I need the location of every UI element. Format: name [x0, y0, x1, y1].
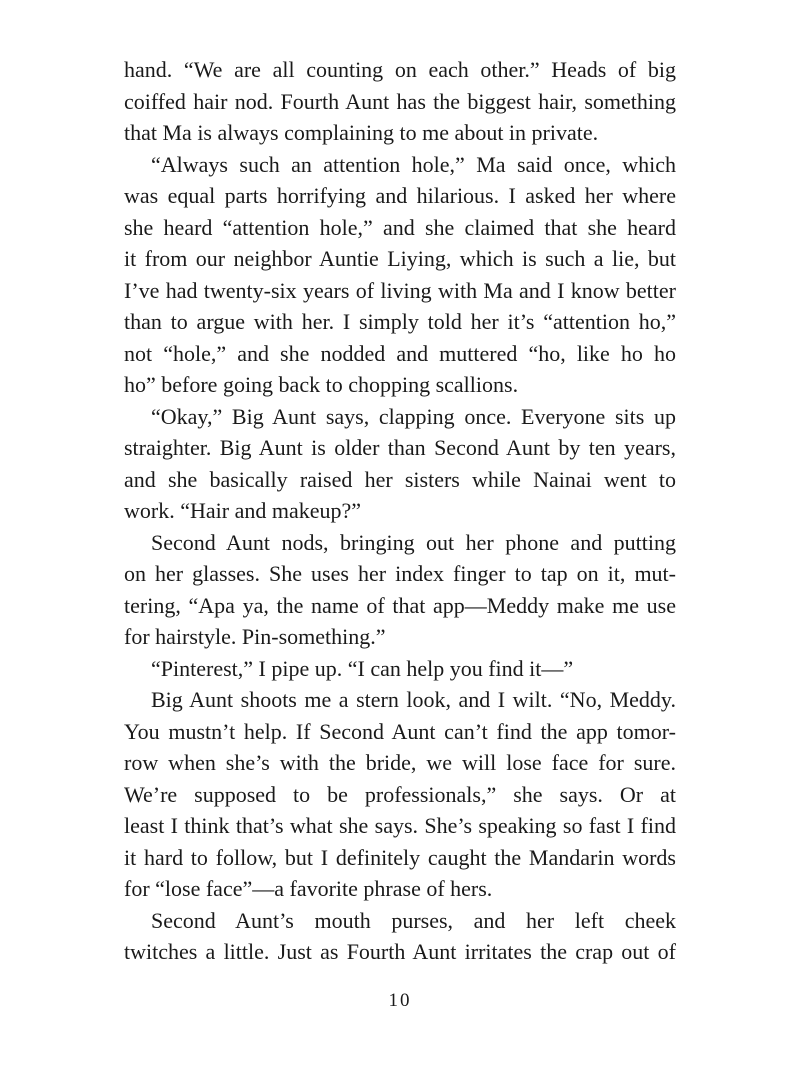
text-line: straighter. Big Aunt is older than Second Aunt by ten years, [124, 435, 676, 460]
text-line: We’re supposed to be professionals,” she says. Or at [124, 781, 676, 807]
text-line: tering, “Apa ya, the name of that app—Meddy make me use [124, 592, 676, 618]
text-line: “Okay,” Big Aunt says, clapping once. Everyone sits up [151, 403, 676, 429]
text-line: Second Aunt’s mouth purses, and her left cheek [151, 907, 676, 933]
text-line: “Pinterest,” I pipe up. “I can help you find it—” [151, 655, 574, 681]
text-line: for hairstyle. Pin-something.” [124, 624, 386, 649]
text-line: on her glasses. She uses her index finger to tap on it, mut- [124, 561, 676, 586]
text-line: it from our neighbor Auntie Liying, which is such a lie, but [124, 246, 676, 271]
text-line: was equal parts horrifying and hilarious. I asked her where [124, 183, 676, 208]
text-line: for “lose face”—a favorite phrase of hers. [124, 876, 493, 901]
text-line: Big Aunt shoots me a stern look, and I wilt. “No, Meddy. [151, 687, 676, 712]
text-line: than to argue with her. I simply told her it’s “attention ho,” [124, 309, 676, 334]
text-line: ho” before going back to chopping scallions. [124, 372, 519, 397]
text-line: it hard to follow, but I definitely caught the Mandarin words [124, 844, 676, 870]
text-line: work. “Hair and makeup?” [124, 498, 362, 523]
text-line: row when she’s with the bride, we will lose face for sure. [124, 750, 676, 775]
text-line: Second Aunt nods, bringing out her phone and putting [151, 529, 676, 555]
text-line: twitches a little. Just as Fourth Aunt irritates the crap out of [124, 939, 676, 964]
text-line: she heard “attention hole,” and she claimed that she heard [124, 214, 676, 240]
page-number: 10 [388, 990, 412, 1011]
body-text [124, 54, 676, 968]
text-line: and she basically raised her sisters while Nainai went to [124, 466, 676, 492]
text-line: that Ma is always complaining to me about in private. [124, 120, 599, 145]
text-line: not “hole,” and she nodded and muttered “ho, like ho ho [124, 340, 676, 366]
text-line: “Always such an attention hole,” Ma said once, which [151, 151, 676, 177]
text-line: You mustn’t help. If Second Aunt can’t find the app tomor- [124, 718, 676, 744]
text-line: coiffed hair nod. Fourth Aunt has the biggest hair, something [124, 88, 676, 114]
text-line: least I think that’s what she says. She’s speaking so fast I find [124, 813, 676, 838]
text-line: hand. “We are all counting on each other.” Heads of big [124, 57, 676, 82]
text-line: I’ve had twenty-six years of living with Ma and I know better [124, 277, 676, 303]
